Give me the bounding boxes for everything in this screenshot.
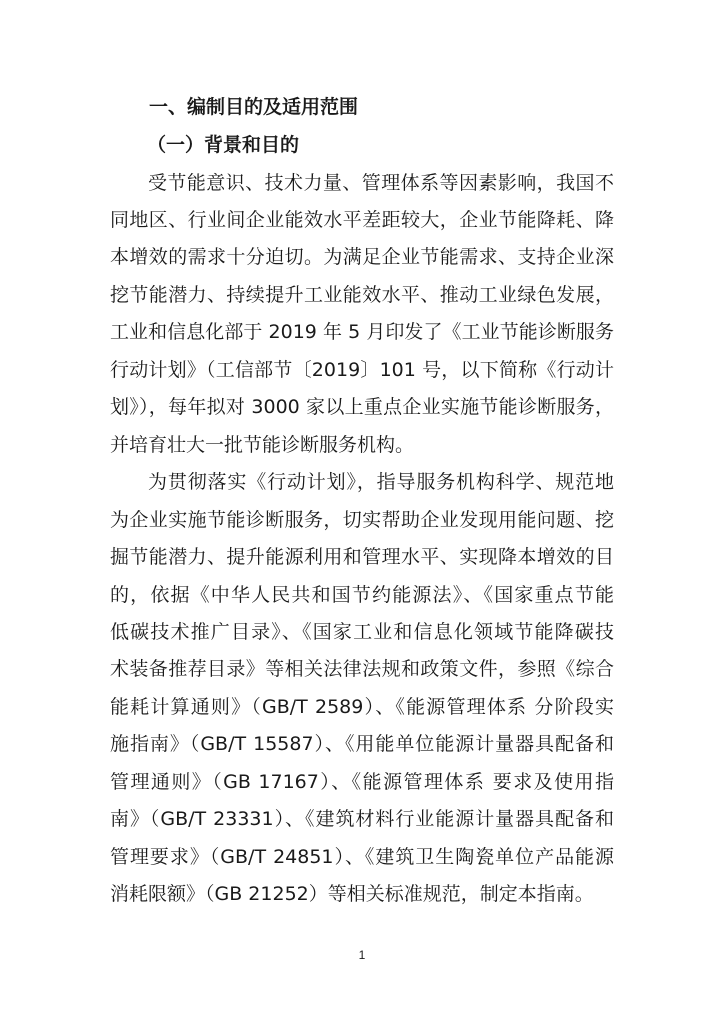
paragraph-line: 消耗限额》（GB 21252）等相关标准规范，制定本指南。 [110,883,594,905]
page-number: 1 [358,948,366,962]
paragraph-line: 划》），每年拟对 3000 家以上重点企业实施节能诊断服务， [110,396,614,418]
paragraph-line: 为贯彻落实《行动计划》，指导服务机构科学、规范地 [148,471,614,493]
paragraph-line: 术装备推荐目录》等相关法律法规和政策文件，参照《综合 [110,658,614,680]
paragraph-line: 低碳技术推广目录》、《国家工业和信息化领域节能降碳技 [110,621,614,643]
paragraph-line: 管理通则》（GB 17167）、《能源管理体系 要求及使用指 [110,771,614,793]
paragraph-line: 能耗计算通则》（GB/T 2589）、《能源管理体系 分阶段实 [110,696,614,718]
paragraph-line: 南》（GB/T 23331）、《建筑材料行业能源计量器具配备和 [110,808,614,830]
paragraph-line: 为企业实施节能诊断服务，切实帮助企业发现用能问题、挖 [110,509,614,531]
paragraph-line: 并培育壮大一批节能诊断服务机构。 [110,434,415,456]
paragraph-line: 本增效的需求十分迫切。为满足企业节能需求、支持企业深 [110,246,614,268]
paragraph-line: 工业和信息化部于 2019 年 5 月印发了《工业节能诊断服务 [110,321,614,343]
paragraph-line: 挖节能潜力、持续提升工业能效水平、推动工业绿色发展， [110,284,614,306]
paragraph-line: 受节能意识、技术力量、管理体系等因素影响，我国不 [148,172,614,194]
paragraph-line: 的，依据《中华人民共和国节约能源法》、《国家重点节能 [110,584,614,606]
subsection-heading: （一）背景和目的 [147,134,300,156]
paragraph-line: 管理要求》（GB/T 24851）、《建筑卫生陶瓷单位产品能源 [110,846,614,868]
paragraph-line: 行动计划》（工信部节〔2019〕101 号，以下简称《行动计 [110,359,614,381]
section-heading: 一、编制目的及适用范围 [149,96,359,118]
paragraph-line: 同地区、行业间企业能效水平差距较大，企业节能降耗、降 [110,209,614,231]
paragraph-line: 施指南》（GB/T 15587）、《用能单位能源计量器具配备和 [110,733,614,755]
paragraph-line: 掘节能潜力、提升能源利用和管理水平、实现降本增效的目 [110,546,614,568]
